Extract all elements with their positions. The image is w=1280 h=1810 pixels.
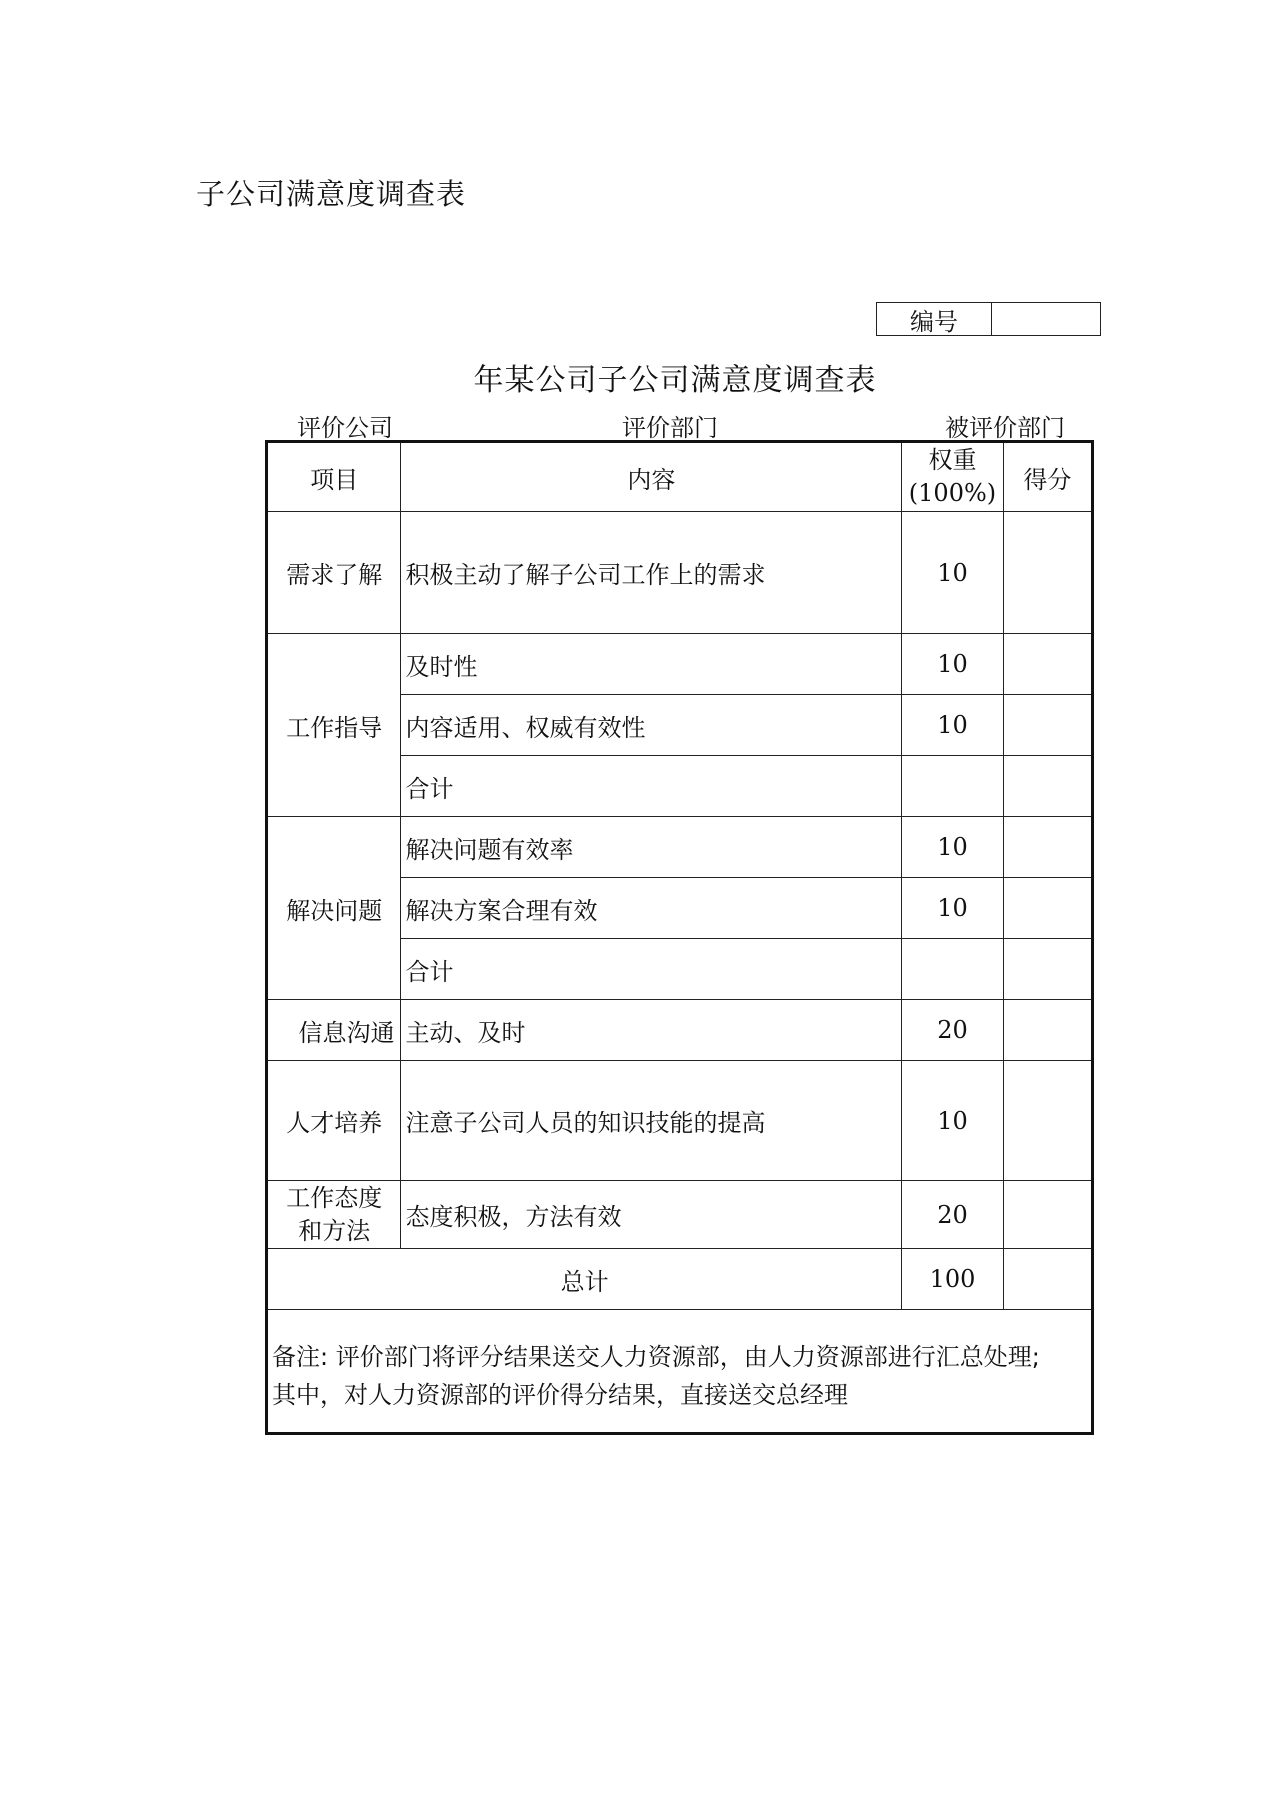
category-line-2: 和方法 xyxy=(298,1216,371,1245)
category-cell: 工作指导 xyxy=(267,634,401,817)
table-row xyxy=(267,1000,1093,1061)
weight-cell: 10 xyxy=(902,817,1003,878)
score-cell[interactable] xyxy=(1003,512,1092,634)
header-item: 项目 xyxy=(267,442,401,512)
serial-number-field[interactable] xyxy=(992,303,1100,335)
header-content: 内容 xyxy=(401,442,902,512)
score-cell[interactable] xyxy=(1003,939,1092,1000)
header-weight xyxy=(902,442,1003,512)
header-score: 得分 xyxy=(1003,442,1092,512)
category-cell: 解决问题 xyxy=(267,817,401,1000)
note-cell xyxy=(267,1310,1093,1434)
total-score[interactable] xyxy=(1003,1249,1092,1310)
document-title: 子公司满意度调查表 xyxy=(196,177,467,211)
content-cell: 内容适用、权威有效性 xyxy=(401,695,902,756)
weight-cell xyxy=(902,756,1003,817)
content-cell: 及时性 xyxy=(401,634,902,695)
score-cell[interactable] xyxy=(1003,1061,1092,1181)
category-line-1: 工作态度 xyxy=(286,1183,383,1212)
weight-cell: 20 xyxy=(902,1181,1003,1249)
content-cell: 积极主动了解子公司工作上的需求 xyxy=(401,512,902,634)
score-cell[interactable] xyxy=(1003,817,1092,878)
score-cell[interactable] xyxy=(1003,695,1092,756)
table-row xyxy=(267,1181,1093,1249)
note-row xyxy=(267,1310,1093,1434)
evaluator-company-label: 评价公司 xyxy=(297,414,393,442)
score-cell[interactable] xyxy=(1003,878,1092,939)
table-row xyxy=(267,1061,1093,1181)
table-row xyxy=(267,817,1093,878)
serial-number-label: 编号 xyxy=(877,303,992,335)
survey-table xyxy=(265,440,1094,1435)
content-cell: 解决问题有效率 xyxy=(401,817,902,878)
category-cell: 信息沟通 xyxy=(267,1000,401,1061)
header-row xyxy=(267,442,1093,512)
evaluated-dept-label: 被评价部门 xyxy=(945,414,1065,442)
content-cell: 注意子公司人员的知识技能的提高 xyxy=(401,1061,902,1181)
header-weight-label: 权重 xyxy=(928,446,977,474)
content-cell: 主动、及时 xyxy=(401,1000,902,1061)
evaluator-dept-label: 评价部门 xyxy=(622,414,718,442)
category-cell: 人才培养 xyxy=(267,1061,401,1181)
subtotal-cell: 合计 xyxy=(401,756,902,817)
header-weight-percent: (100%) xyxy=(908,479,997,507)
total-label: 总计 xyxy=(267,1249,902,1310)
total-weight: 100 xyxy=(902,1249,1003,1310)
table-row xyxy=(267,634,1093,695)
form-title: 年某公司子公司满意度调查表 xyxy=(473,363,877,398)
weight-cell: 10 xyxy=(902,1061,1003,1181)
subtotal-cell: 合计 xyxy=(401,939,902,1000)
total-row xyxy=(267,1249,1093,1310)
serial-number-box xyxy=(876,302,1101,336)
content-cell: 解决方案合理有效 xyxy=(401,878,902,939)
weight-cell: 10 xyxy=(902,695,1003,756)
score-cell[interactable] xyxy=(1003,1181,1092,1249)
score-cell[interactable] xyxy=(1003,1000,1092,1061)
weight-cell xyxy=(902,939,1003,1000)
score-cell[interactable] xyxy=(1003,756,1092,817)
weight-cell: 10 xyxy=(902,634,1003,695)
table-row xyxy=(267,512,1093,634)
weight-cell: 20 xyxy=(902,1000,1003,1061)
content-cell: 态度积极，方法有效 xyxy=(401,1181,902,1249)
score-cell[interactable] xyxy=(1003,634,1092,695)
category-cell xyxy=(267,1181,401,1249)
note-line-1: 备注: 评价部门将评分结果送交人力资源部，由人力资源部进行汇总处理; xyxy=(272,1343,1040,1371)
category-cell: 需求了解 xyxy=(267,512,401,634)
weight-cell: 10 xyxy=(902,512,1003,634)
note-line-2: 其中，对人力资源部的评价得分结果，直接送交总经理 xyxy=(272,1381,848,1409)
weight-cell: 10 xyxy=(902,878,1003,939)
